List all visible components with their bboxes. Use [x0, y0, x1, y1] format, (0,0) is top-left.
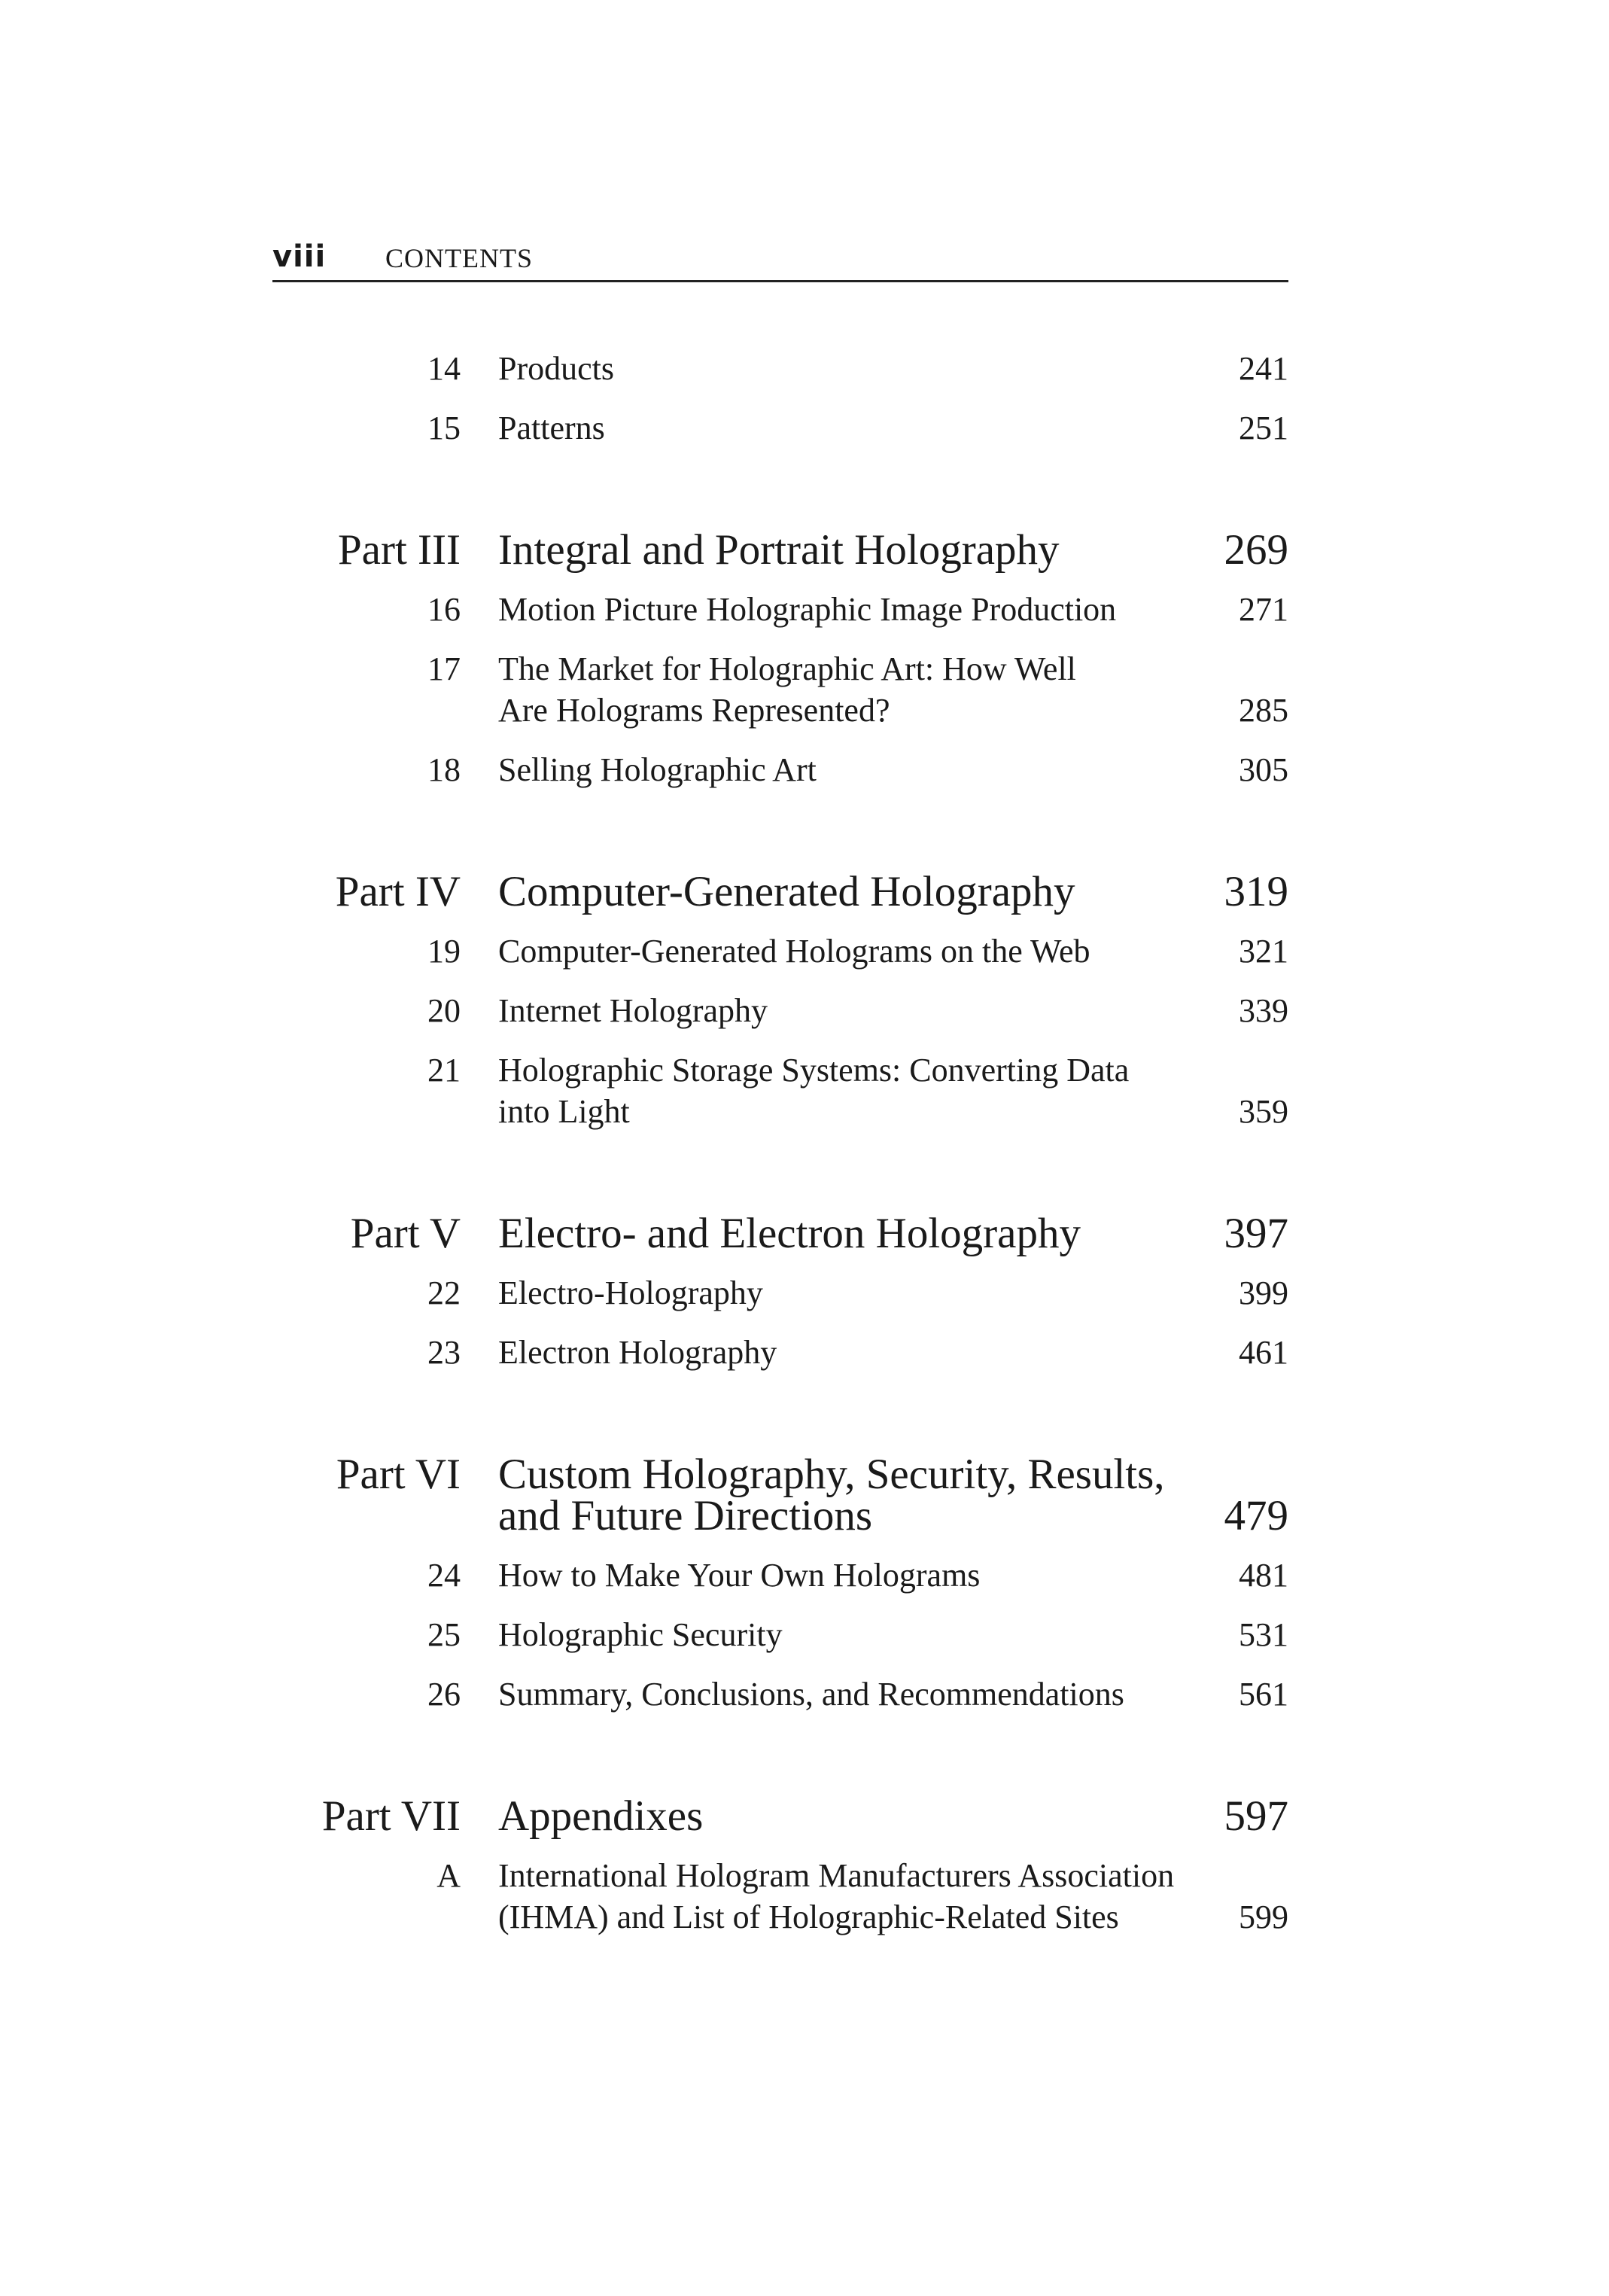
part-label: Part VI: [336, 1451, 461, 1498]
page-reference: 481: [1239, 1557, 1288, 1594]
title-line: Electro-Holography: [498, 1274, 763, 1311]
page-reference: 269: [1224, 526, 1288, 574]
chapter-number: 26: [427, 1676, 461, 1713]
chapter-title: [498, 1673, 1176, 1715]
page-reference: 271: [1239, 591, 1288, 628]
title-line: Holographic Security: [498, 1616, 783, 1653]
toc-chapter-entry: [272, 1272, 1288, 1314]
chapter-title: [498, 407, 1176, 449]
title-line: Electro- and Electron Holography: [498, 1210, 1081, 1257]
title-line: (IHMA) and List of Holographic-Related Sites: [498, 1899, 1119, 1935]
toc-part-entry: [272, 1792, 1288, 1840]
part-title: [498, 526, 1176, 574]
page-reference: 241: [1239, 350, 1288, 387]
chapter-title: [498, 930, 1176, 972]
title-line: into Light: [498, 1093, 630, 1130]
part-label: Part VII: [321, 1792, 461, 1840]
part-title: [498, 1792, 1176, 1840]
page-reference: 251: [1239, 410, 1288, 446]
page-reference: 599: [1239, 1899, 1288, 1935]
toc-chapter-entry: [272, 407, 1288, 449]
chapter-number: 22: [427, 1274, 461, 1311]
title-line: Custom Holography, Security, Results,: [498, 1451, 1165, 1498]
toc-part-entry: [272, 526, 1288, 574]
page-reference: 561: [1239, 1676, 1288, 1713]
toc-chapter-entry: [272, 749, 1288, 790]
page-reference: 597: [1224, 1792, 1288, 1840]
toc-chapter-entry: [272, 930, 1288, 972]
title-line: and Future Directions: [498, 1492, 873, 1539]
title-line: Holographic Storage Systems: Converting Data: [498, 1052, 1130, 1089]
page-reference: 397: [1224, 1210, 1288, 1257]
chapter-title: [498, 589, 1176, 630]
page-header: [272, 235, 1288, 282]
chapter-title: [498, 1614, 1176, 1655]
chapter-number: 25: [427, 1616, 461, 1653]
page-reference: 479: [1224, 1492, 1288, 1539]
chapter-title: [498, 1855, 1176, 1938]
toc-chapter-entry: [272, 1855, 1288, 1938]
toc-part-entry: [272, 1210, 1288, 1257]
toc-chapter-entry: [272, 1049, 1288, 1132]
toc-chapter-entry: [272, 648, 1288, 731]
title-line: Integral and Portrait Holography: [498, 526, 1060, 574]
chapter-number: 18: [427, 751, 461, 788]
toc-chapter-entry: [272, 1614, 1288, 1655]
page-reference: 531: [1239, 1616, 1288, 1653]
title-line: International Hologram Manufacturers Association: [498, 1857, 1175, 1894]
toc-part-entry: [272, 868, 1288, 915]
page-reference: 305: [1239, 751, 1288, 788]
chapter-number: A: [436, 1857, 461, 1894]
part-label: Part V: [350, 1210, 461, 1257]
toc-chapter-entry: [272, 589, 1288, 630]
title-line: Patterns: [498, 410, 605, 446]
chapter-title: [498, 1555, 1176, 1596]
title-line: Appendixes: [498, 1792, 704, 1840]
chapter-title: [498, 1272, 1176, 1314]
title-line: Products: [498, 350, 614, 387]
page-reference: 359: [1239, 1093, 1288, 1130]
chapter-number: 14: [427, 350, 461, 387]
table-of-contents: [272, 348, 1288, 1956]
part-label: Part III: [337, 526, 461, 574]
title-line: The Market for Holographic Art: How Well: [498, 650, 1076, 687]
title-line: Internet Holography: [498, 992, 768, 1029]
page-reference: 399: [1239, 1274, 1288, 1311]
chapter-title: [498, 990, 1176, 1031]
part-title: [498, 1210, 1176, 1257]
part-title: [498, 868, 1176, 915]
page-reference: 285: [1239, 692, 1288, 729]
chapter-title: [498, 1049, 1176, 1132]
chapter-number: 21: [427, 1052, 461, 1089]
chapter-number: 15: [427, 410, 461, 446]
toc-chapter-entry: [272, 348, 1288, 389]
title-line: Summary, Conclusions, and Recommendations: [498, 1676, 1124, 1713]
title-line: Computer-Generated Holograms on the Web: [498, 933, 1090, 970]
title-line: Electron Holography: [498, 1334, 777, 1371]
title-line: Selling Holographic Art: [498, 751, 817, 788]
title-line: Are Holograms Represented?: [498, 692, 890, 729]
running-head: CONTENTS: [385, 243, 533, 273]
page-reference: 319: [1224, 868, 1288, 915]
part-label: Part IV: [335, 868, 461, 915]
toc-chapter-entry: [272, 990, 1288, 1031]
page-reference: 339: [1239, 992, 1288, 1029]
page-reference: 461: [1239, 1334, 1288, 1371]
chapter-title: [498, 648, 1176, 731]
part-title: [498, 1451, 1176, 1539]
toc-chapter-entry: [272, 1555, 1288, 1596]
chapter-title: [498, 749, 1176, 790]
chapter-title: [498, 348, 1176, 389]
page-reference: 321: [1239, 933, 1288, 970]
title-line: How to Make Your Own Holograms: [498, 1557, 981, 1594]
chapter-title: [498, 1332, 1176, 1373]
toc-chapter-entry: [272, 1673, 1288, 1715]
chapter-number: 23: [427, 1334, 461, 1371]
chapter-number: 24: [427, 1557, 461, 1594]
title-line: Computer-Generated Holography: [498, 868, 1075, 915]
page-number: viii: [272, 239, 327, 274]
chapter-number: 16: [427, 591, 461, 628]
toc-part-entry: [272, 1451, 1288, 1539]
chapter-number: 19: [427, 933, 461, 970]
chapter-number: 20: [427, 992, 461, 1029]
title-line: Motion Picture Holographic Image Production: [498, 591, 1117, 628]
chapter-number: 17: [427, 650, 461, 687]
toc-chapter-entry: [272, 1332, 1288, 1373]
